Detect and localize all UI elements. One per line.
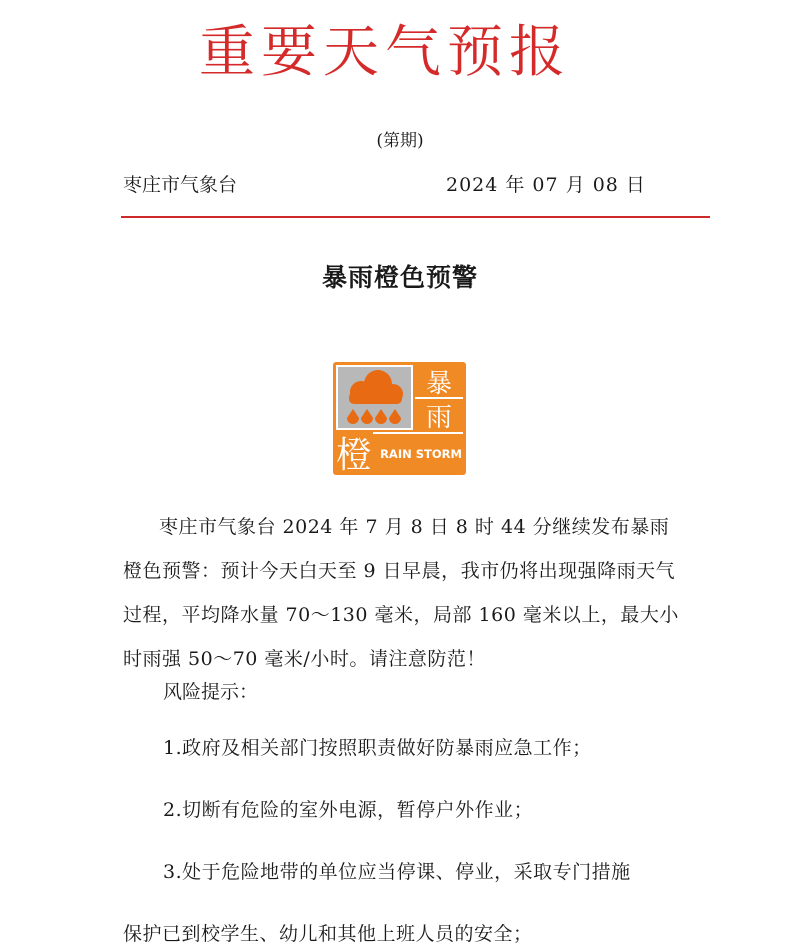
signal-char-1: 暴 <box>425 369 453 399</box>
risk-item-3: 3.处于危险地带的单位应当停课、停业，采取专门措施 <box>163 861 631 883</box>
header-divider <box>121 216 710 218</box>
warning-paragraph-text: 枣庄市气象台 2024 年 7 月 8 日 8 时 44 分继续发布暴雨橙色预警：预计今天白天至 9 日早晨，我市仍将出现强降雨天气过程，平均降水量 70～130 毫米，局部 160 毫米以上，最大小时雨强 50～70 毫米/小时。请注意防范！ <box>123 516 679 670</box>
risk-heading: 风险提示： <box>163 681 259 703</box>
warning-headline: 暴雨橙色预警 <box>321 263 478 292</box>
warning-paragraph <box>123 505 683 681</box>
signal-char-2: 雨 <box>425 403 453 433</box>
masthead-title: 重要天气预报 <box>199 20 571 85</box>
signal-level-char: 橙 <box>335 435 373 475</box>
signal-english-label: RAIN STORM <box>380 447 462 461</box>
issue-date: 2024 年 07 月 08 日 <box>446 174 646 196</box>
issuer-name: 枣庄市气象台 <box>123 174 238 196</box>
risk-item-3-continued: 保护已到校学生、幼儿和其他上班人员的安全； <box>123 923 533 945</box>
signal-graphic <box>333 362 466 475</box>
rainstorm-orange-signal-icon <box>333 362 466 475</box>
risk-item-1: 1.政府及相关部门按照职责做好防暴雨应急工作； <box>163 737 592 759</box>
issue-number: (第期) <box>376 131 424 151</box>
risk-item-2: 2.切断有危险的室外电源，暂停户外作业； <box>163 799 534 821</box>
